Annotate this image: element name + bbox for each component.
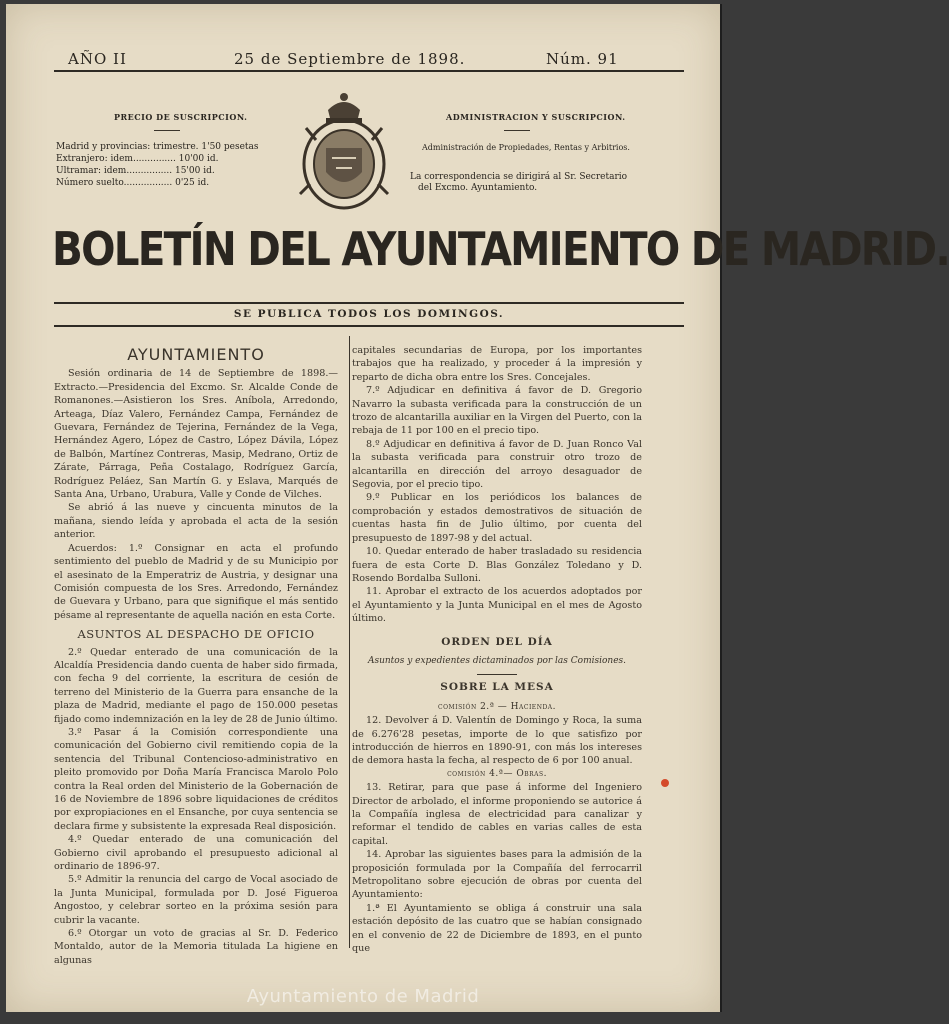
item-13: 13. Retirar, para que pase á informe del Ingeniero Director de arbolado, el informe proponiendo se autorice á la Compañía inglesa de electricidad para canalizar y reformar el tendido de cables en varias calles de esta capital. (352, 782, 642, 847)
correspondence-note-2: del Excmo. Ayuntamiento. (418, 183, 538, 193)
commission-4-label: comisión 4.ª— Obras. (447, 768, 547, 779)
administration-dash (504, 130, 530, 131)
left-column (54, 344, 338, 967)
coat-of-arms-icon (296, 88, 392, 214)
order-of-day-subtitle: Asuntos y expedientes dictaminados por las Comisiones. (367, 655, 627, 666)
header-rule (54, 70, 684, 72)
column-divider (349, 336, 350, 948)
price-line: Extranjero: idem............... 10'00 id. (56, 154, 219, 164)
administration-office: Administración de Propiedades, Rentas y Arbitrios. (422, 143, 630, 152)
red-ink-spot (661, 779, 669, 787)
subscription-dash (154, 130, 180, 131)
office-matters-heading: ASUNTOS AL DESPACHO DE OFICIO (77, 627, 315, 642)
watermark: Ayuntamiento de Madrid (246, 986, 480, 1007)
agreement-5: 5.º Admitir la renuncia del cargo de Vocal asociado de la Junta Municipal, formulada por D. José Figueroa Angostoo, y celebrar sorteo en la próxima sesión para cubrir la vacante. (54, 874, 338, 926)
order-of-day-heading: ORDEN DEL DÍA (441, 635, 553, 648)
year-label: AÑO II (68, 50, 127, 68)
agreement-8: 8.º Adjudicar en definitiva á favor de D. Juan Ronco Val la subasta verificada para construir otro trozo de alcantarilla en dirección del arroyo desaguador de Segovia, por el precio tipo. (352, 438, 642, 491)
agreement-2: 2.º Quedar enterado de una comunicación de la Alcaldía Presidencia dando cuenta de haber sido firmada, con fecha 9 del corriente, la escritura de cesión de terreno del Ministerio de la Guerra para ensanche de la plaza de Madrid, mediante el pago de 150.000 pesetas fijado como indemnización en la ley de 28 de Junio último. (54, 646, 338, 725)
publication-note: SE PUBLICA TODOS LOS DOMINGOS. (233, 308, 505, 320)
order-dash (477, 674, 517, 675)
item-12: 12. Devolver á D. Valentín de Domingo y Roca, la suma de 6.276'28 pesetas, importe de lo que satisfizo por introducción de hierros en 1890-91, con más los intereses de demora hasta la fecha, al respecto de 6 por 100 anual. (352, 715, 642, 767)
agreement-11: 11. Aprobar el extracto de los acuerdos adoptados por el Ayuntamiento y la Junta Municipal en el mes de Agosto último. (352, 586, 642, 625)
agreement-6: 6.º Otorgar un voto de gracias al Sr. D. Federico Montaldo, autor de la Memoria titulada La higiene en algunas (54, 928, 338, 966)
masthead-rule-top (54, 302, 684, 304)
price-line: Número suelto................. 0'25 id. (56, 178, 210, 188)
newspaper-page (6, 4, 949, 1012)
issue-number: Núm. 91 (546, 50, 619, 68)
agreement-7: 7.º Adjudicar en definitiva á favor de D. Gregorio Navarro la subasta verificada para la construcción de un trozo de alcantarilla auxiliar en la Virgen del Puerto, con la rebaja de 11 por 100 en el precio tipo. (352, 385, 642, 437)
session-summary: Sesión ordinaria de 14 de Septiembre de 1898.—Extracto.—Presidencia del Excmo. Sr. Alcalde Conde de Romanones.—Asistieron los Sres. Aníbola, Arredondo, Arteaga, Díaz Valero, Fernández Campa, Fernández de Guevara, Fernández de Tejerina, Fernández de la Vega, Hernández Agero, López de Castro, López Dávila, López de Balbón, Martínez Contreras, Masip, Medrano, Ortiz de Zárate, Párraga, Peña Costalago, Rodríguez García, Rodríguez Peláez, San Martín G. y Eslava, Marqués de Santa Ana, Urbano, Urabura, Valle y Conde de Vilches. (54, 368, 338, 501)
subscription-prices (56, 141, 296, 189)
base-1: 1.ª El Ayuntamiento se obliga á construir una sala estación depósito de las cuatro que se habían consignado en el convenio de 22 de Diciembre de 1893, en el punto que (352, 902, 642, 955)
on-table-heading: SOBRE LA MESA (440, 681, 554, 694)
commission-2-label: comisión 2.ª — Hacienda. (438, 701, 556, 712)
agreement-9: 9.º Publicar en los periódicos los balances de comprobación y estados demostrativos de situación de cuentas hasta fin de Julio último, por cuenta del presupuesto de 1897-98 y del actual. (352, 492, 642, 544)
price-line: Ultramar: idem................ 15'00 id. (56, 166, 215, 176)
issue-date: 25 de Septiembre de 1898. (234, 50, 466, 68)
price-line: Madrid y provincias: trimestre. 1'50 pesetas (56, 142, 259, 152)
agreement-1: Acuerdos: 1.º Consignar en acta el profundo sentimiento del pueblo de Madrid y de su Municipio por el asesinato de la Emperatriz de Austria, y designar una Comisión compuesta de los Sres. Arredondo, Fernández de Guevara y Urbano, para que signifique el más sentido pésame al representante de aquella nación en esta Corte. (54, 542, 338, 621)
section-title: AYUNTAMIENTO (127, 345, 265, 364)
agreement-3: 3.º Pasar á la Comisión correspondiente una comunicación del Gobierno civil remitiendo copia de la sentencia del Tribunal Contencioso-administrativo en pleito promovido por Doña María Francisca Marolo Polo contra la Real orden del Ministerio de la Gobernación de 16 de Noviembre de 1896 sobre liquidaciones de créditos por expropiaciones en el Ensanche, por cuya sentencia se declara firme y subsistente la expresada Real disposición. (54, 726, 338, 832)
masthead-title: BOLETÍN DEL AYUNTAMIENTO DE MADRID. (52, 222, 949, 276)
correspondence-note: La correspondencia se dirigirá al Sr. Secretario (410, 172, 628, 182)
agreement-6-cont: capitales secundarias de Europa, por los importantes trabajos que ha realizado, y proceder á la impresión y reparto de dicha obra entre los Sres. Concejales. (352, 345, 642, 383)
session-opening: Se abrió á las nueve y cincuenta minutos de la mañana, siendo leída y aprobada el acta de la sesión anterior. (54, 502, 338, 541)
masthead-rule-bottom (54, 325, 684, 327)
agreement-4: 4.º Quedar enterado de una comunicación del Gobierno civil aprobando el presupuesto adicional al ordinario de 1896-97. (54, 834, 338, 873)
subscription-title: PRECIO DE SUSCRIPCION. (114, 112, 248, 122)
item-14: 14. Aprobar las siguientes bases para la admisión de la proposición formulada por la Compañía del ferrocarril Metropolitano sobre ejecución de obras por cuenta del Ayuntamiento: (352, 849, 642, 901)
administration-title: ADMINISTRACION Y SUSCRIPCION. (446, 112, 626, 122)
agreement-10: 10. Quedar enterado de haber trasladado su residencia fuera de esta Corte D. Blas González Toledano y D. Rosendo Bordalba Sulloni. (352, 546, 642, 584)
right-column (352, 344, 642, 955)
